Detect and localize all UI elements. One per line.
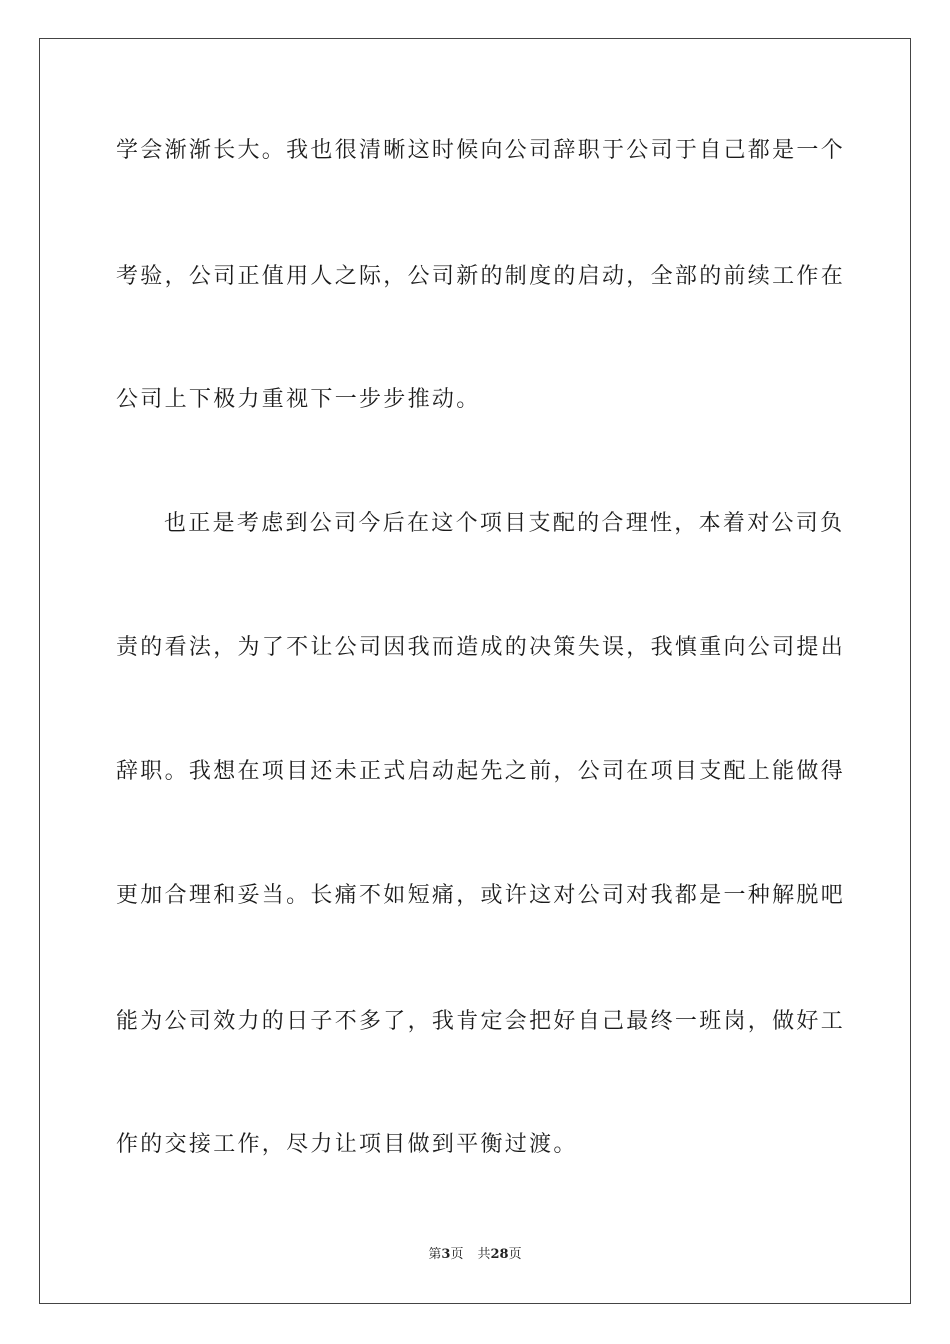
paragraph-line-3: 公司上下极力重视下一步步推动。 (116, 387, 481, 412)
page-footer (0, 1246, 950, 1264)
paragraph-line-4: 也正是考虑到公司今后在这个项目支配的合理性，本着对公司负 (164, 511, 845, 536)
paragraph-line-7: 更加合理和妥当。长痛不如短痛，或许这对公司对我都是一种解脱吧 (116, 883, 846, 908)
paragraph-line-6: 辞职。我想在项目还未正式启动起先之前，公司在项目支配上能做得 (116, 759, 846, 784)
paragraph-line-2: 考验，公司正值用人之际，公司新的制度的启动，全部的前续工作在 (116, 264, 846, 289)
page-suffix: 页 (450, 1247, 464, 1262)
paragraph-line-8: 能为公司效力的日子不多了，我肯定会把好自己最终一班岗，做好工 (116, 1009, 846, 1034)
paragraph-line-9: 作的交接工作，尽力让项目做到平衡过渡。 (116, 1132, 578, 1157)
page-number: 3 (441, 1247, 451, 1262)
total-prefix: 共 (477, 1247, 491, 1262)
paragraph-line-1: 学会渐渐长大。我也很清晰这时候向公司辞职于公司于自己都是一个 (116, 138, 846, 163)
page-frame (39, 38, 911, 1304)
page-prefix: 第 (428, 1247, 442, 1262)
paragraph-line-5: 责的看法，为了不让公司因我而造成的决策失误，我慎重向公司提出 (116, 635, 846, 660)
total-suffix: 页 (508, 1247, 522, 1262)
total-pages: 28 (490, 1247, 509, 1262)
